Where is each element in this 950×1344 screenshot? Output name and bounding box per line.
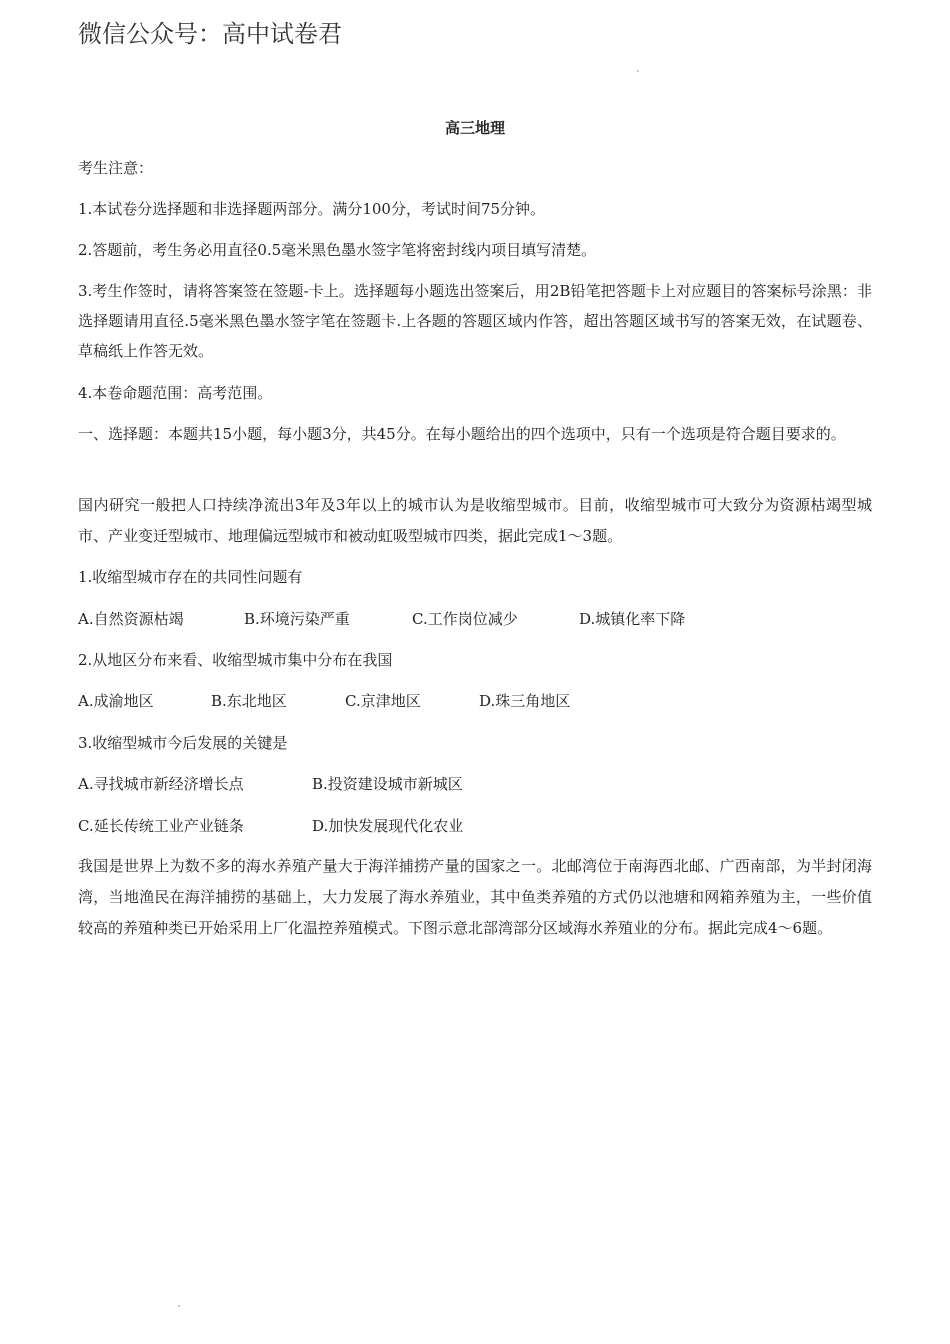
exam-title: 高三地理 [444,119,505,137]
option-d: D.珠三角地区 [479,692,571,710]
section-heading: 一、选择题：本题共15小题，每小题3分，共45分。在每小题给出的四个选项中，只有一个选项是符合题目要求的。 [78,425,846,443]
notice-heading: 考生注意： [78,159,154,177]
watermark-header: 微信公众号：高中试卷君 [78,20,342,48]
scan-speck [178,1305,180,1307]
options-row [78,691,570,711]
question-stem: 1.收缩型城市存在的共同性问题有 [78,568,303,586]
option-d: D.加快发展现代化农业 [312,817,464,835]
option-a: A.成渝地区 [78,692,154,710]
notice-item: 4.本卷命题范围：高考范围。 [78,384,273,402]
options-row [78,816,463,836]
notice-item: 2.答题前，考生务必用直径0.5毫米黑色墨水签字笔将密封线内项目填写清楚。 [78,241,597,259]
question-stem: 3.收缩型城市今后发展的关键是 [78,734,288,752]
options-row [78,609,685,629]
question-stem: 2.从地区分布来看、收缩型城市集中分布在我国 [78,651,393,669]
reading-passage: 我国是世界上为数不多的海水养殖产量大于海洋捕捞产量的国家之一。北邮湾位于南海西北邮、广西南部，为半封闭海湾，当地渔民在海洋捕捞的基础上，大力发展了海水养殖业，其中鱼类养殖的方式仍以池塘和网箱养殖为主，一些价值较高的养殖种类已开始采用上厂化温控养殖模式。下图示意北部湾部分区域海水养殖业的分布。据此完成4～6题。 [78,857,872,937]
option-b: B.东北地区 [211,692,287,710]
option-c: C.延长传统工业产业链条 [78,817,244,835]
option-b: B.环境污染严重 [244,610,350,628]
option-a: A.寻找城市新经济增长点 [78,775,244,793]
option-a: A.自然资源枯竭 [78,610,184,628]
options-row [78,774,463,794]
scan-speck [637,70,639,72]
reading-passage: 国内研究一般把人口持续净流出3年及3年以上的城市认为是收缩型城市。目前，收缩型城市可大致分为资源枯竭型城市、产业变迁型城市、地理偏远型城市和被动虹吸型城市四类，据此完成1～3题。 [78,496,872,545]
option-b: B.投资建设城市新城区 [312,775,463,793]
option-d: D.城镇化率下降 [579,610,686,628]
notice-item: 3.考生作签时，请将答案签在签题-卡上。选择题每小题选出签案后，用2B铅笔把答题卡上对应题目的答案标号涂黑：非选择题请用直径.5毫米黑色墨水签字笔在签题卡.上各题的答题区域内作答，超出答题区域书写的答案无效，在试题卷、草稿纸上作答无效。 [78,282,872,360]
option-c: C.工作岗位减少 [412,610,518,628]
option-c: C.京津地区 [345,692,421,710]
notice-item: 1.本试卷分选择题和非选择题两部分。满分100分，考试时间75分钟。 [78,200,546,218]
